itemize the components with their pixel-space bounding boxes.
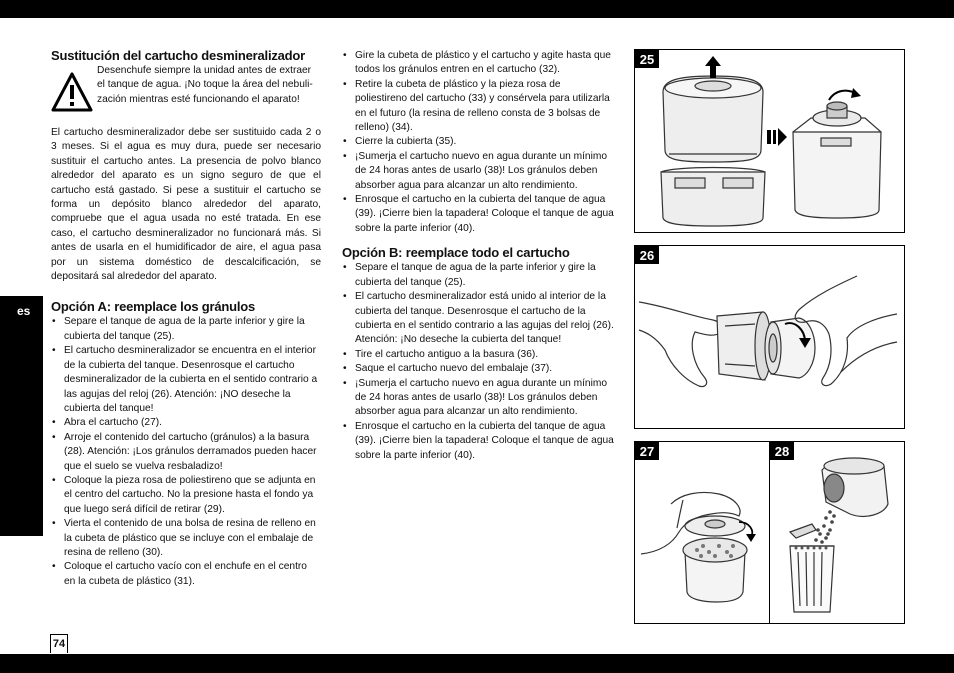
list-item: • Separe el tanque de agua de la parte inferior y gire la cubierta del tanque (25). [342,261,614,290]
figure-number: 26 [635,246,659,264]
section-heading-option-b: Opción B: reemplace todo el cartucho [342,245,570,261]
section-heading-replacement: Sustitución del cartucho desmineralizador [51,48,306,63]
list-item: • El cartucho desmineralizador está unido al interior de la cubierta del tanque. Desenrosque el cartucho de la cubierta en el sentido contrario a las agujas del reloj (26). Atención: ¡No deseche la cubierta del tanque! [342,290,614,348]
warning-block [51,64,321,126]
dispose-granules-illustration [770,442,904,623]
figure-26 [634,245,905,429]
language-tab [0,296,43,536]
list-item: • El cartucho desmineralizador se encuentra en el interior de la cubierta del tanque. Desenrosque el cartucho desmineralizador de la cubierta en el sentido contrario a las agujas del reloj (26). Atención: ¡NO deseche la cubierta del tanque! [51,344,321,416]
top-black-bar [0,0,954,18]
list-item: • Enrosque el cartucho en la cubierta del tanque de agua (39). ¡Cierre bien la tapadera! Coloque el tanque de agua sobre la parte inferior (40). [342,193,614,236]
open-cartridge-illustration [635,442,770,623]
figure-number: 25 [635,50,659,68]
figure-28 [769,441,905,624]
figure-27 [634,441,771,624]
warning-triangle-icon [51,72,93,112]
page-number: 74 [50,634,68,653]
warning-line: Desenchufe siempre la unidad antes de extraer [97,65,312,76]
warning-text [97,64,321,107]
list-item: • Cierre la cubierta (35). [342,135,614,149]
figure-25 [634,49,905,233]
list-item: • Tire el cartucho antiguo a la basura (36). [342,348,614,362]
list-item: • Gire la cubeta de plástico y el cartucho y agite hasta que todos los gránulos entren en el cartucho (32). [342,49,614,78]
list-item: • Abra el cartucho (27). [51,416,321,430]
figure-number: 27 [635,442,659,460]
figure-number: 28 [770,442,794,460]
list-item: • Separe el tanque de agua de la parte inferior y gire la cubierta del tanque (25). [51,315,321,344]
warning-line: zación mientras esté funcionando el aparato! [97,93,300,105]
section-heading-option-a: Opción A: reemplace los gránulos [51,299,256,315]
intro-paragraph: El cartucho desmineralizador debe ser sustituido cada 2 o 3 meses. Si el agua es muy dura, puede ser necesario sustituir el cartucho antes. La presencia de polvo blanco alrededor del aparato es un signo seguro de que el cartucho está gastado. Si pese a sustituir el cartucho se forma un depósito blanco alrededor del aparato, compruebe que el agua usada no esté tratada. En ese caso, el cartucho desmineralizador no funcionará más. Si antes de usarla en el humidificador de aire, el agua pasa por un sistema doméstico de descalcificación, se depositará sal alrededor del aparato. [51,127,321,283]
list-item: • Coloque el cartucho vacío con el enchufe en el centro en la cubeta de plástico (31). [51,560,321,589]
list-item: • ¡Sumerja el cartucho nuevo en agua durante un mínimo de 24 horas antes de usarlo (38)! Los gránulos deben absorber agua para alcanzar un alto rendimiento. [342,150,614,193]
unscrew-cartridge-illustration [635,246,904,428]
list-item: • Retire la cubeta de plástico y la pieza rosa de poliestireno del cartucho (33) y consérvela para utilizarla en el futuro (la resina de relleno consta de 3 bolsas de relleno) (34). [342,78,614,136]
list-item: • ¡Sumerja el cartucho nuevo en agua durante un mínimo de 24 horas antes de usarlo (38)! Los gránulos deben absorber agua para alcanzar un alto rendimiento. [342,377,614,420]
list-item: • Enrosque el cartucho en la cubierta del tanque de agua (39). ¡Cierre bien la tapadera! Coloque el tanque de agua sobre la parte inferior (40). [342,420,614,463]
option-b-list [342,261,614,463]
list-item: • Vierta el contenido de una bolsa de resina de relleno en la cubeta de plástico que se incluye con el embalaje de resina de relleno (30). [51,517,321,560]
option-a-continued-list [342,49,614,236]
left-column [51,47,321,589]
list-item: • Saque el cartucho nuevo del embalaje (37). [342,362,614,376]
bottom-black-bar [0,654,954,673]
list-item: • Arroje el contenido del cartucho (gránulos) a la basura (28). Atención: ¡Los gránulos derramados pueden hacer que el suelo se vuelva resbaladizo! [51,431,321,474]
list-item: • Coloque la pieza rosa de poliestireno que se adjunta en el centro del cartucho. No la presione hasta el fondo ya que luego será difícil de retirar (29). [51,474,321,517]
humidifier-tank-illustration [635,50,904,232]
language-tab-label: es [17,304,31,318]
middle-column [342,49,614,463]
warning-line: el tanque de agua. ¡No toque la área del nebuli- [97,79,313,91]
option-a-list [51,315,321,589]
